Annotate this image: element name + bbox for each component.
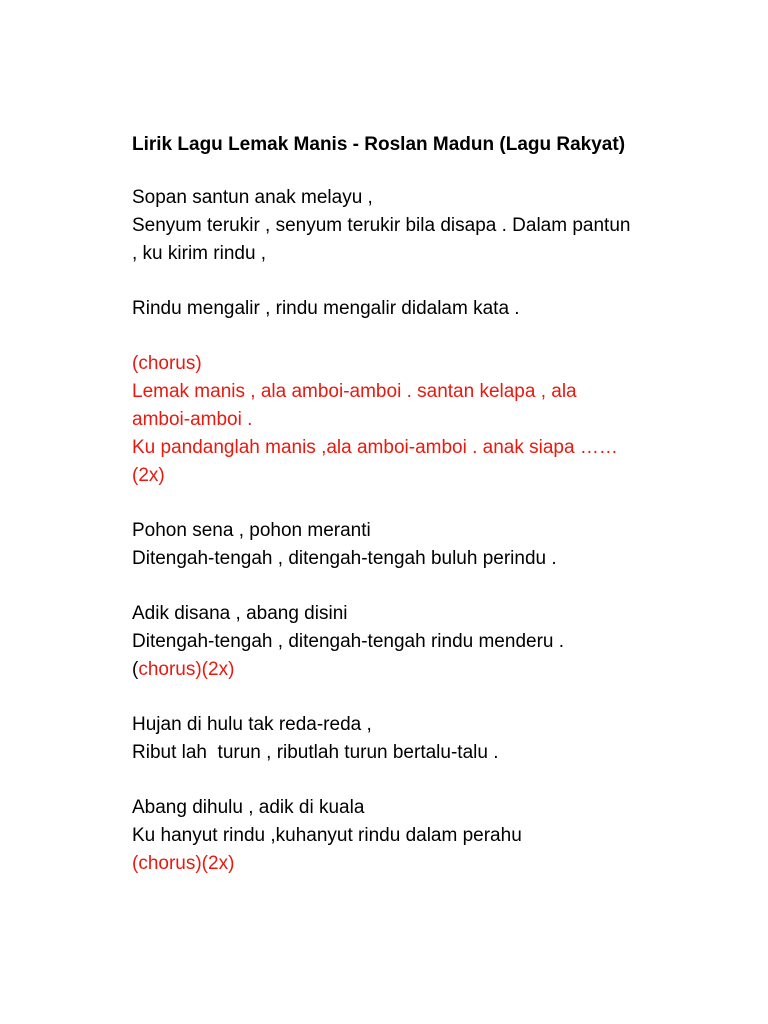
chorus-line-1: Lemak manis , ala amboi-amboi . santan kelapa , ala amboi-amboi . (132, 381, 582, 430)
verse-4-line-1: Adik disana , abang disini (132, 603, 348, 624)
verse-4-line-2: Ditengah-tengah , ditengah-tengah rindu menderu . (132, 631, 565, 652)
verse-6 (132, 794, 632, 878)
chorus-line-2: Ku pandanglah manis ,ala amboi-amboi . anak siapa ……(2x) (132, 437, 618, 486)
verse-1-line-2: Senyum terukir , senyum terukir bila disapa . Dalam pantun , ku kirim rindu , (132, 215, 636, 264)
chorus-close-repeat: )(2x) (195, 659, 235, 680)
verse-5 (132, 711, 632, 767)
chorus-open-paren: ( (132, 659, 139, 680)
verse-5-line-2: Ribut lah turun , ributlah turun bertalu-talu . (132, 742, 499, 763)
verse-5-line-1: Hujan di hulu tak reda-reda , (132, 714, 372, 735)
verse-1-line-1: Sopan santun anak melayu , (132, 187, 373, 208)
verse-2 (132, 295, 632, 323)
verse-4 (132, 600, 632, 684)
verse-4-chorus-marker (132, 656, 632, 684)
lyrics-page (132, 130, 636, 905)
verse-3 (132, 517, 632, 573)
verse-6-line-1: Abang dihulu , adik di kuala (132, 797, 365, 818)
verse-1 (132, 184, 636, 268)
chorus-block (132, 350, 632, 490)
chorus-marker-text: chorus (138, 659, 196, 680)
verse-6-chorus-marker: (chorus)(2x) (132, 853, 235, 874)
verse-3-line-2: Ditengah-tengah , ditengah-tengah buluh perindu . (132, 548, 557, 569)
verse-2-line-1: Rindu mengalir , rindu mengalir didalam kata . (132, 298, 520, 319)
verse-3-line-1: Pohon sena , pohon meranti (132, 520, 371, 541)
verse-6-line-2: Ku hanyut rindu ,kuhanyut rindu dalam perahu (132, 825, 522, 846)
page-title: Lirik Lagu Lemak Manis - Roslan Madun (Lagu Rakyat) (132, 134, 626, 155)
chorus-label: (chorus) (132, 353, 202, 374)
